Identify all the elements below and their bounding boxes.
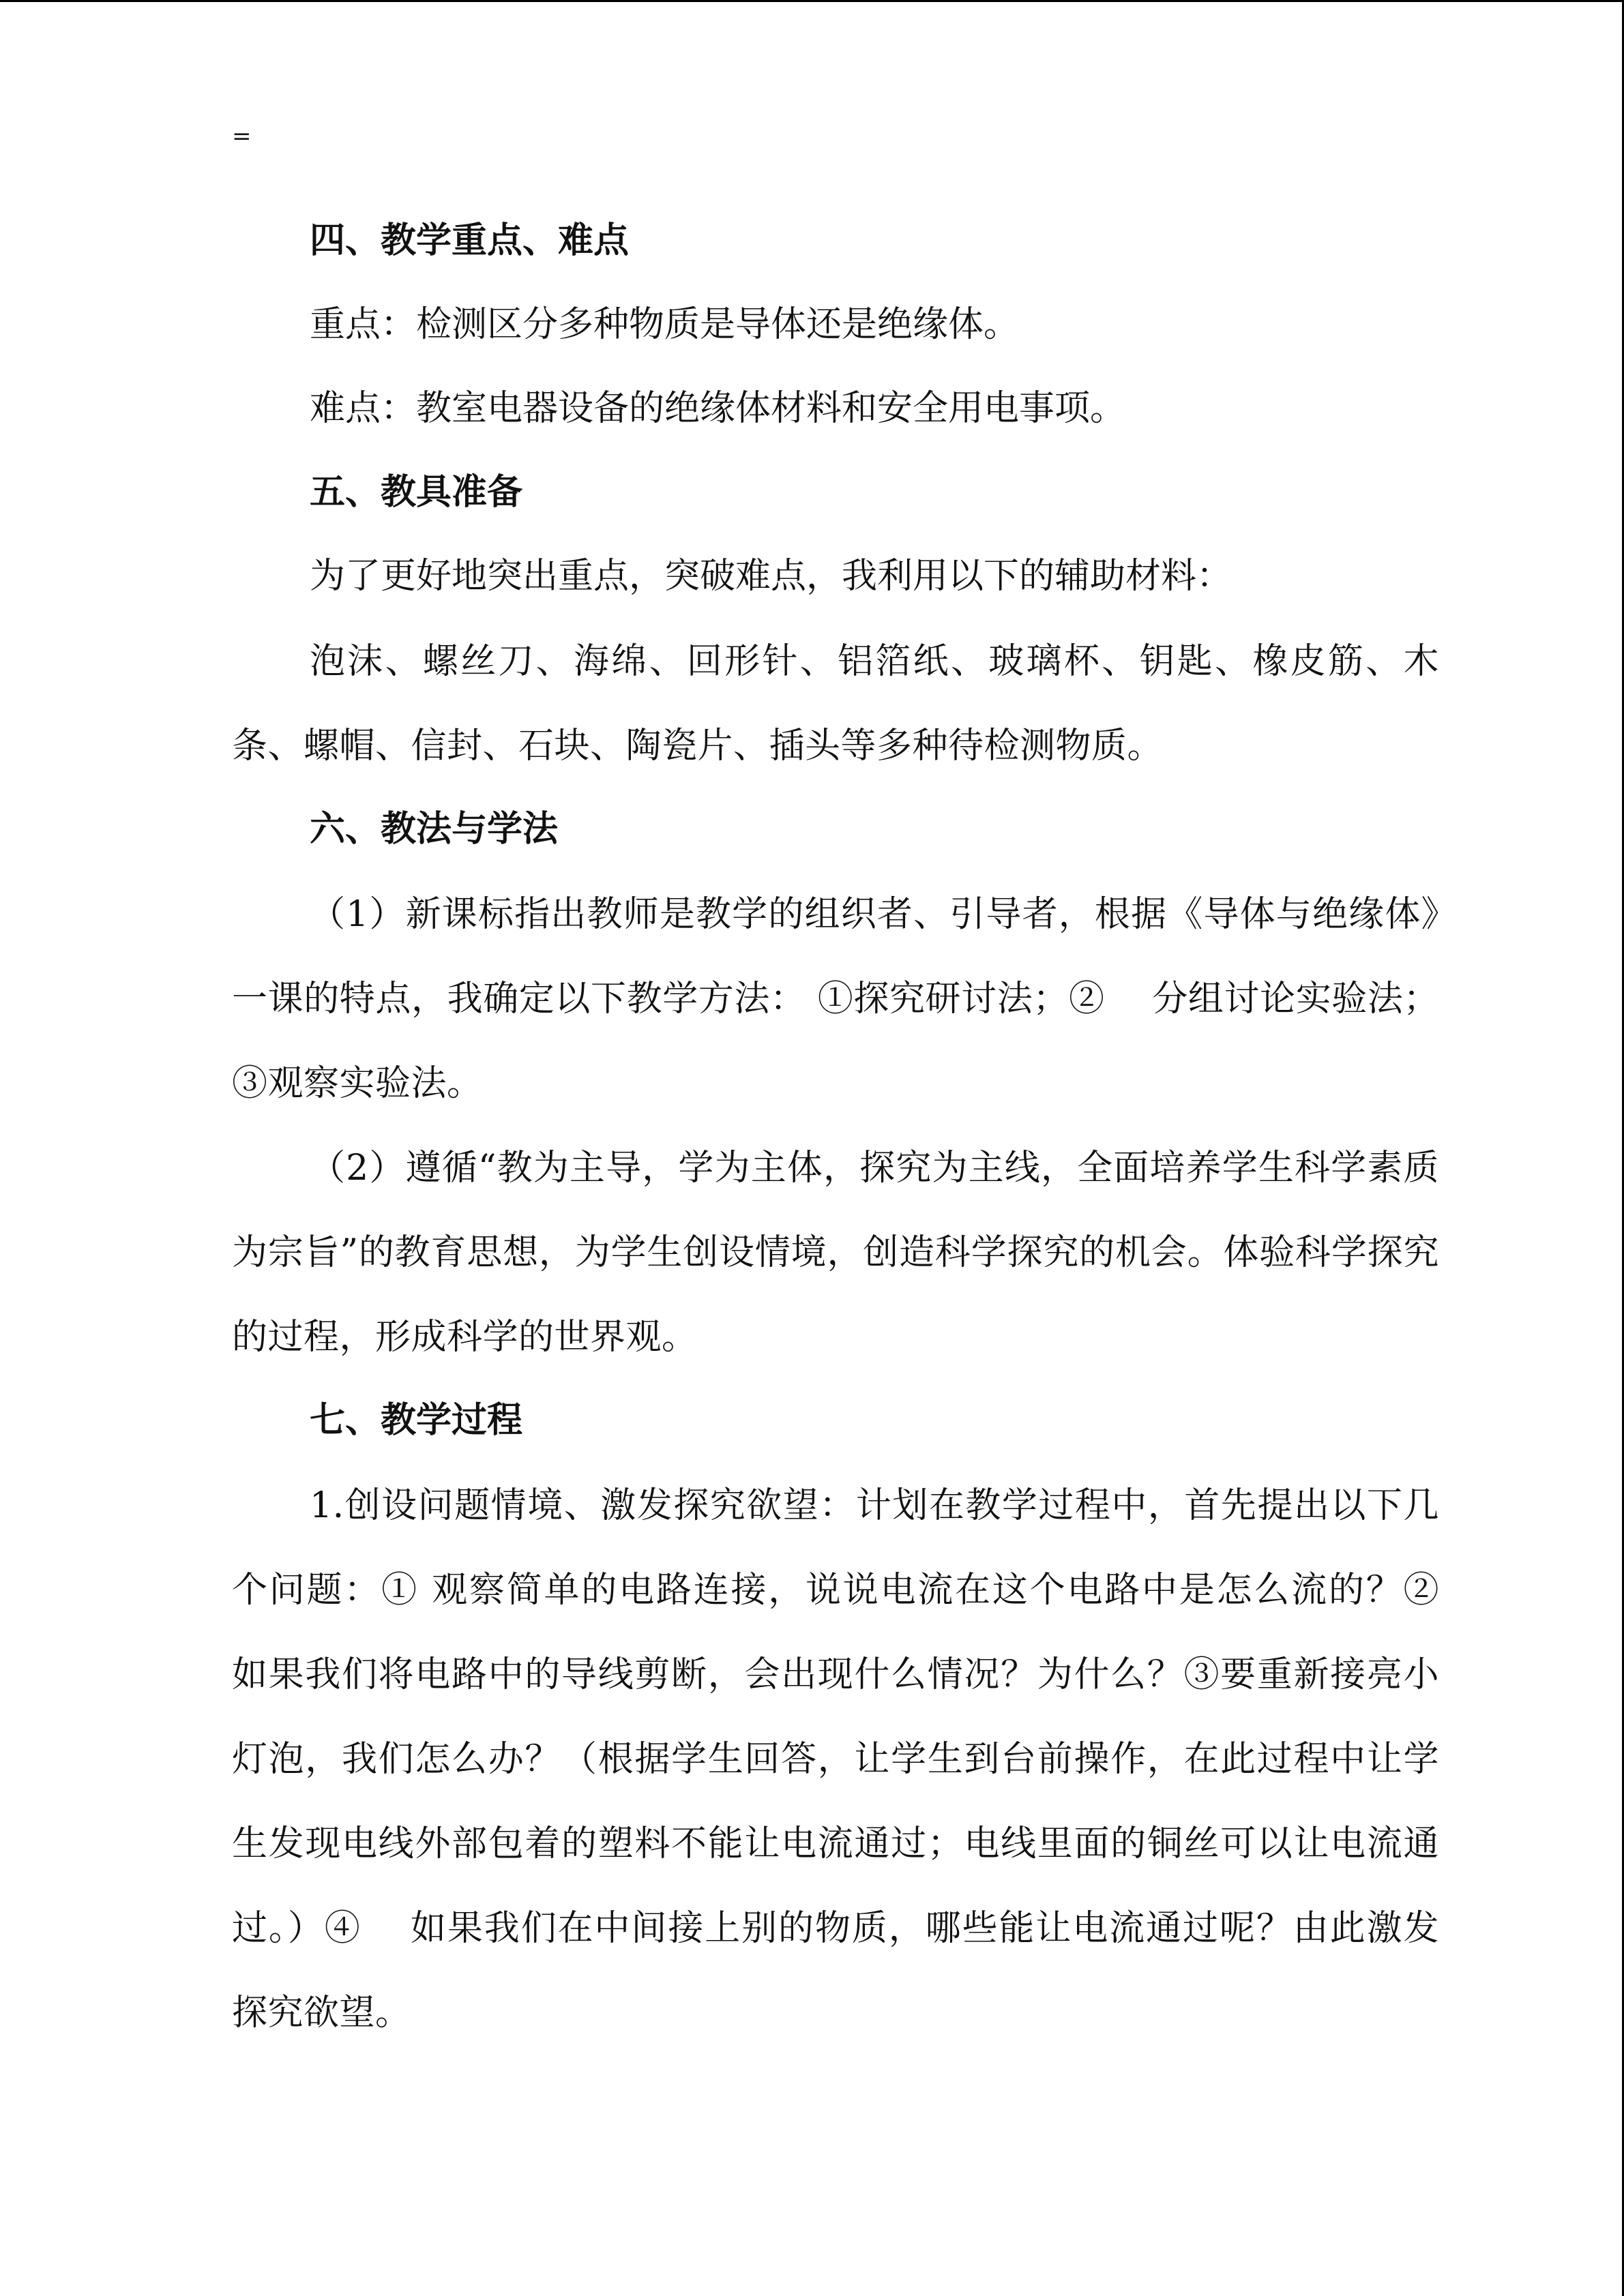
methods-paragraph-2: （2）遵循“教为主导，学为主体，探究为主线，全面培养学生科学素质为宗旨”的教育思想，为学生创设情境，创造科学探究的机会。体验科学探究的过程，形成科学的世界观。: [232, 1148, 1439, 1358]
difficult-point-line: 难点：教室电器设备的绝缘体材料和安全用电事项。: [310, 388, 1126, 429]
section-heading-methods: 六、教法与学法: [310, 808, 559, 850]
teaching-aids-intro: 为了更好地突出重点，突破难点，我利用以下的辅助材料：: [310, 556, 1232, 597]
document-body: [232, 220, 1487, 2054]
page-top-border: [0, 0, 1624, 2]
section-heading-process: 七、教学过程: [310, 1399, 523, 1441]
section-heading-teaching-aids: 五、教具准备: [310, 471, 523, 513]
key-point-line: 重点：检测区分多种物质是导体还是绝缘体。: [310, 304, 1020, 345]
page-marker: =: [232, 123, 252, 150]
section-heading-key-points: 四、教学重点、难点: [310, 220, 630, 261]
materials-paragraph: 泡沫、螺丝刀、海绵、回形针、铝箔纸、玻璃杯、钥匙、橡皮筋、木条、螺帽、信封、石块、陶瓷片、插头等多种待检测物质。: [232, 641, 1439, 766]
methods-paragraph-1: （1）新课标指出教师是教学的组织者、引导者，根据《导体与绝缘体》一课的特点，我确定以下教学方法： ①探究研讨法；② 分组讨论实验法；③观察实验法。: [232, 894, 1439, 1104]
process-paragraph-1: 1.创设问题情境、激发探究欲望：计划在教学过程中，首先提出以下几个问题：① 观察简单的电路连接，说说电流在这个电路中是怎么流的？② 如果我们将电路中的导线剪断，会出现什么情况？为什么？③要重新接亮小灯泡，我们怎么办？（根据学生回答，让学生到台前操作，在此过程中让学生发现电线外部包着的塑料不能让电流通过；电线里面的铜丝可以让电流通过。）④ 如果我们在中间接上别的物质，哪些能让电流通过呢？由此激发探究欲望。: [232, 1485, 1487, 2033]
